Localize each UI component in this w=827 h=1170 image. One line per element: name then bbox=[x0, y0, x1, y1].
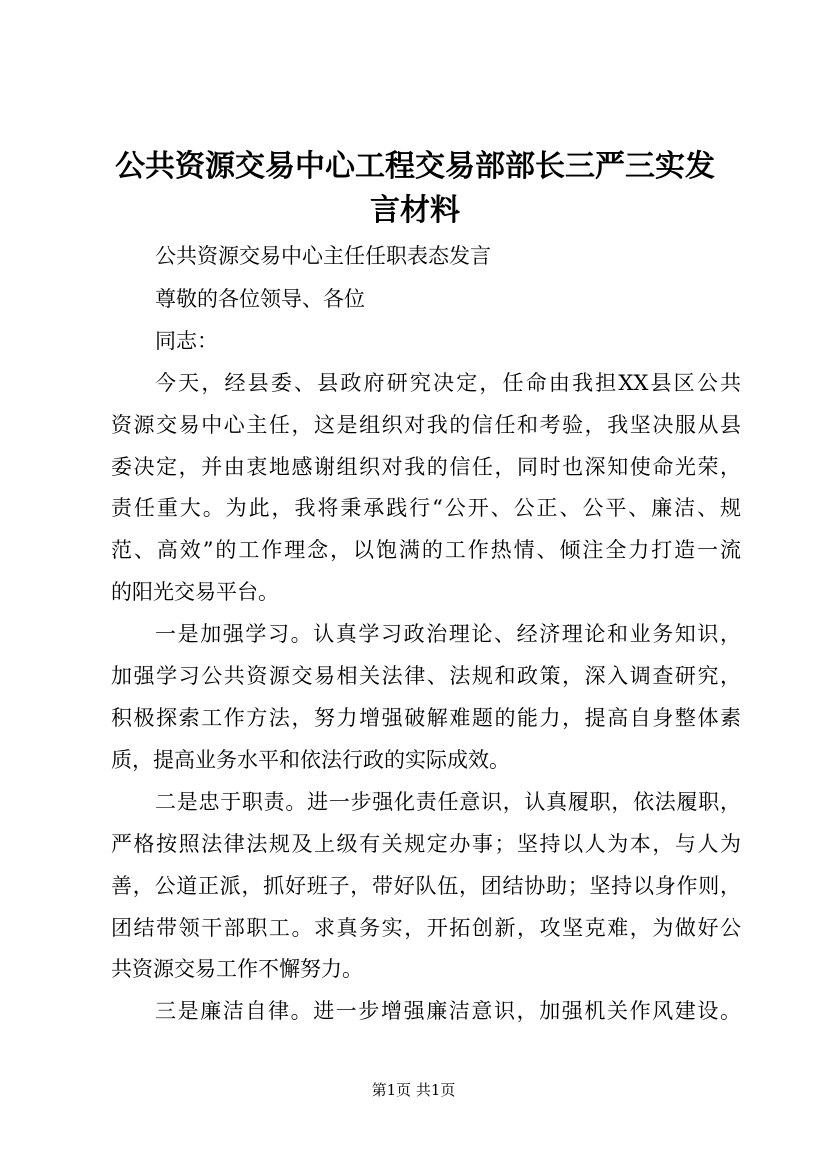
para3-line-2: 严格按照法律法规及上级有关规定办事；坚持以人为本，与人为 bbox=[111, 832, 741, 856]
para2-line-1: 一是加强学习。认真学习政治理论、经济理论和业务知识， bbox=[155, 622, 741, 646]
para1-line-6: 的阳光交易平台。 bbox=[111, 580, 279, 604]
para1-line-5: 范、高效”的工作理念，以饱满的工作热情、倾注全力打造一流 bbox=[111, 538, 741, 562]
salutation-line-2: 同志： bbox=[155, 329, 218, 353]
para2-line-2: 加强学习公共资源交易相关法律、法规和政策，深入调查研究， bbox=[111, 664, 741, 688]
para3-line-5: 共资源交易工作不懈努力。 bbox=[111, 957, 363, 981]
para2-line-3: 积极探索工作方法，努力增强破解难题的能力，提高自身整体素 bbox=[111, 706, 741, 730]
para1-line-4: 责任重大。为此，我将秉承践行“公开、公正、公平、廉洁、规 bbox=[111, 496, 741, 520]
para3-line-4: 团结带领干部职工。求真务实，开拓创新，攻坚克难，为做好公 bbox=[111, 916, 741, 940]
para1-line-2: 资源交易中心主任，这是组织对我的信任和考验，我坚决服从县 bbox=[111, 413, 741, 437]
document-title bbox=[95, 145, 735, 233]
salutation-line-1: 尊敬的各位领导、各位 bbox=[155, 287, 365, 311]
page-footer: 第1页 共1页 bbox=[371, 1081, 456, 1099]
para4-line-1: 三是廉洁自律。进一步增强廉洁意识，加强机关作风建设。 bbox=[155, 999, 741, 1023]
para3-line-3: 善，公道正派，抓好班子，带好队伍，团结协助；坚持以身作则， bbox=[111, 874, 741, 898]
para2-line-4: 质，提高业务水平和依法行政的实际成效。 bbox=[111, 748, 510, 772]
subtitle: 公共资源交易中心主任任职表态发言 bbox=[155, 244, 491, 268]
para1-line-3: 委决定，并由衷地感谢组织对我的信任，同时也深知使命光荣， bbox=[111, 455, 741, 479]
para3-line-1: 二是忠于职责。进一步强化责任意识，认真履职，依法履职， bbox=[155, 790, 741, 814]
title-line-1: 公共资源交易中心工程交易部部长三严三实发 bbox=[115, 149, 715, 184]
para1-line-1: 今天，经县委、县政府研究决定，任命由我担XX县区公共 bbox=[155, 371, 741, 395]
title-line-2: 言材料 bbox=[370, 193, 460, 228]
